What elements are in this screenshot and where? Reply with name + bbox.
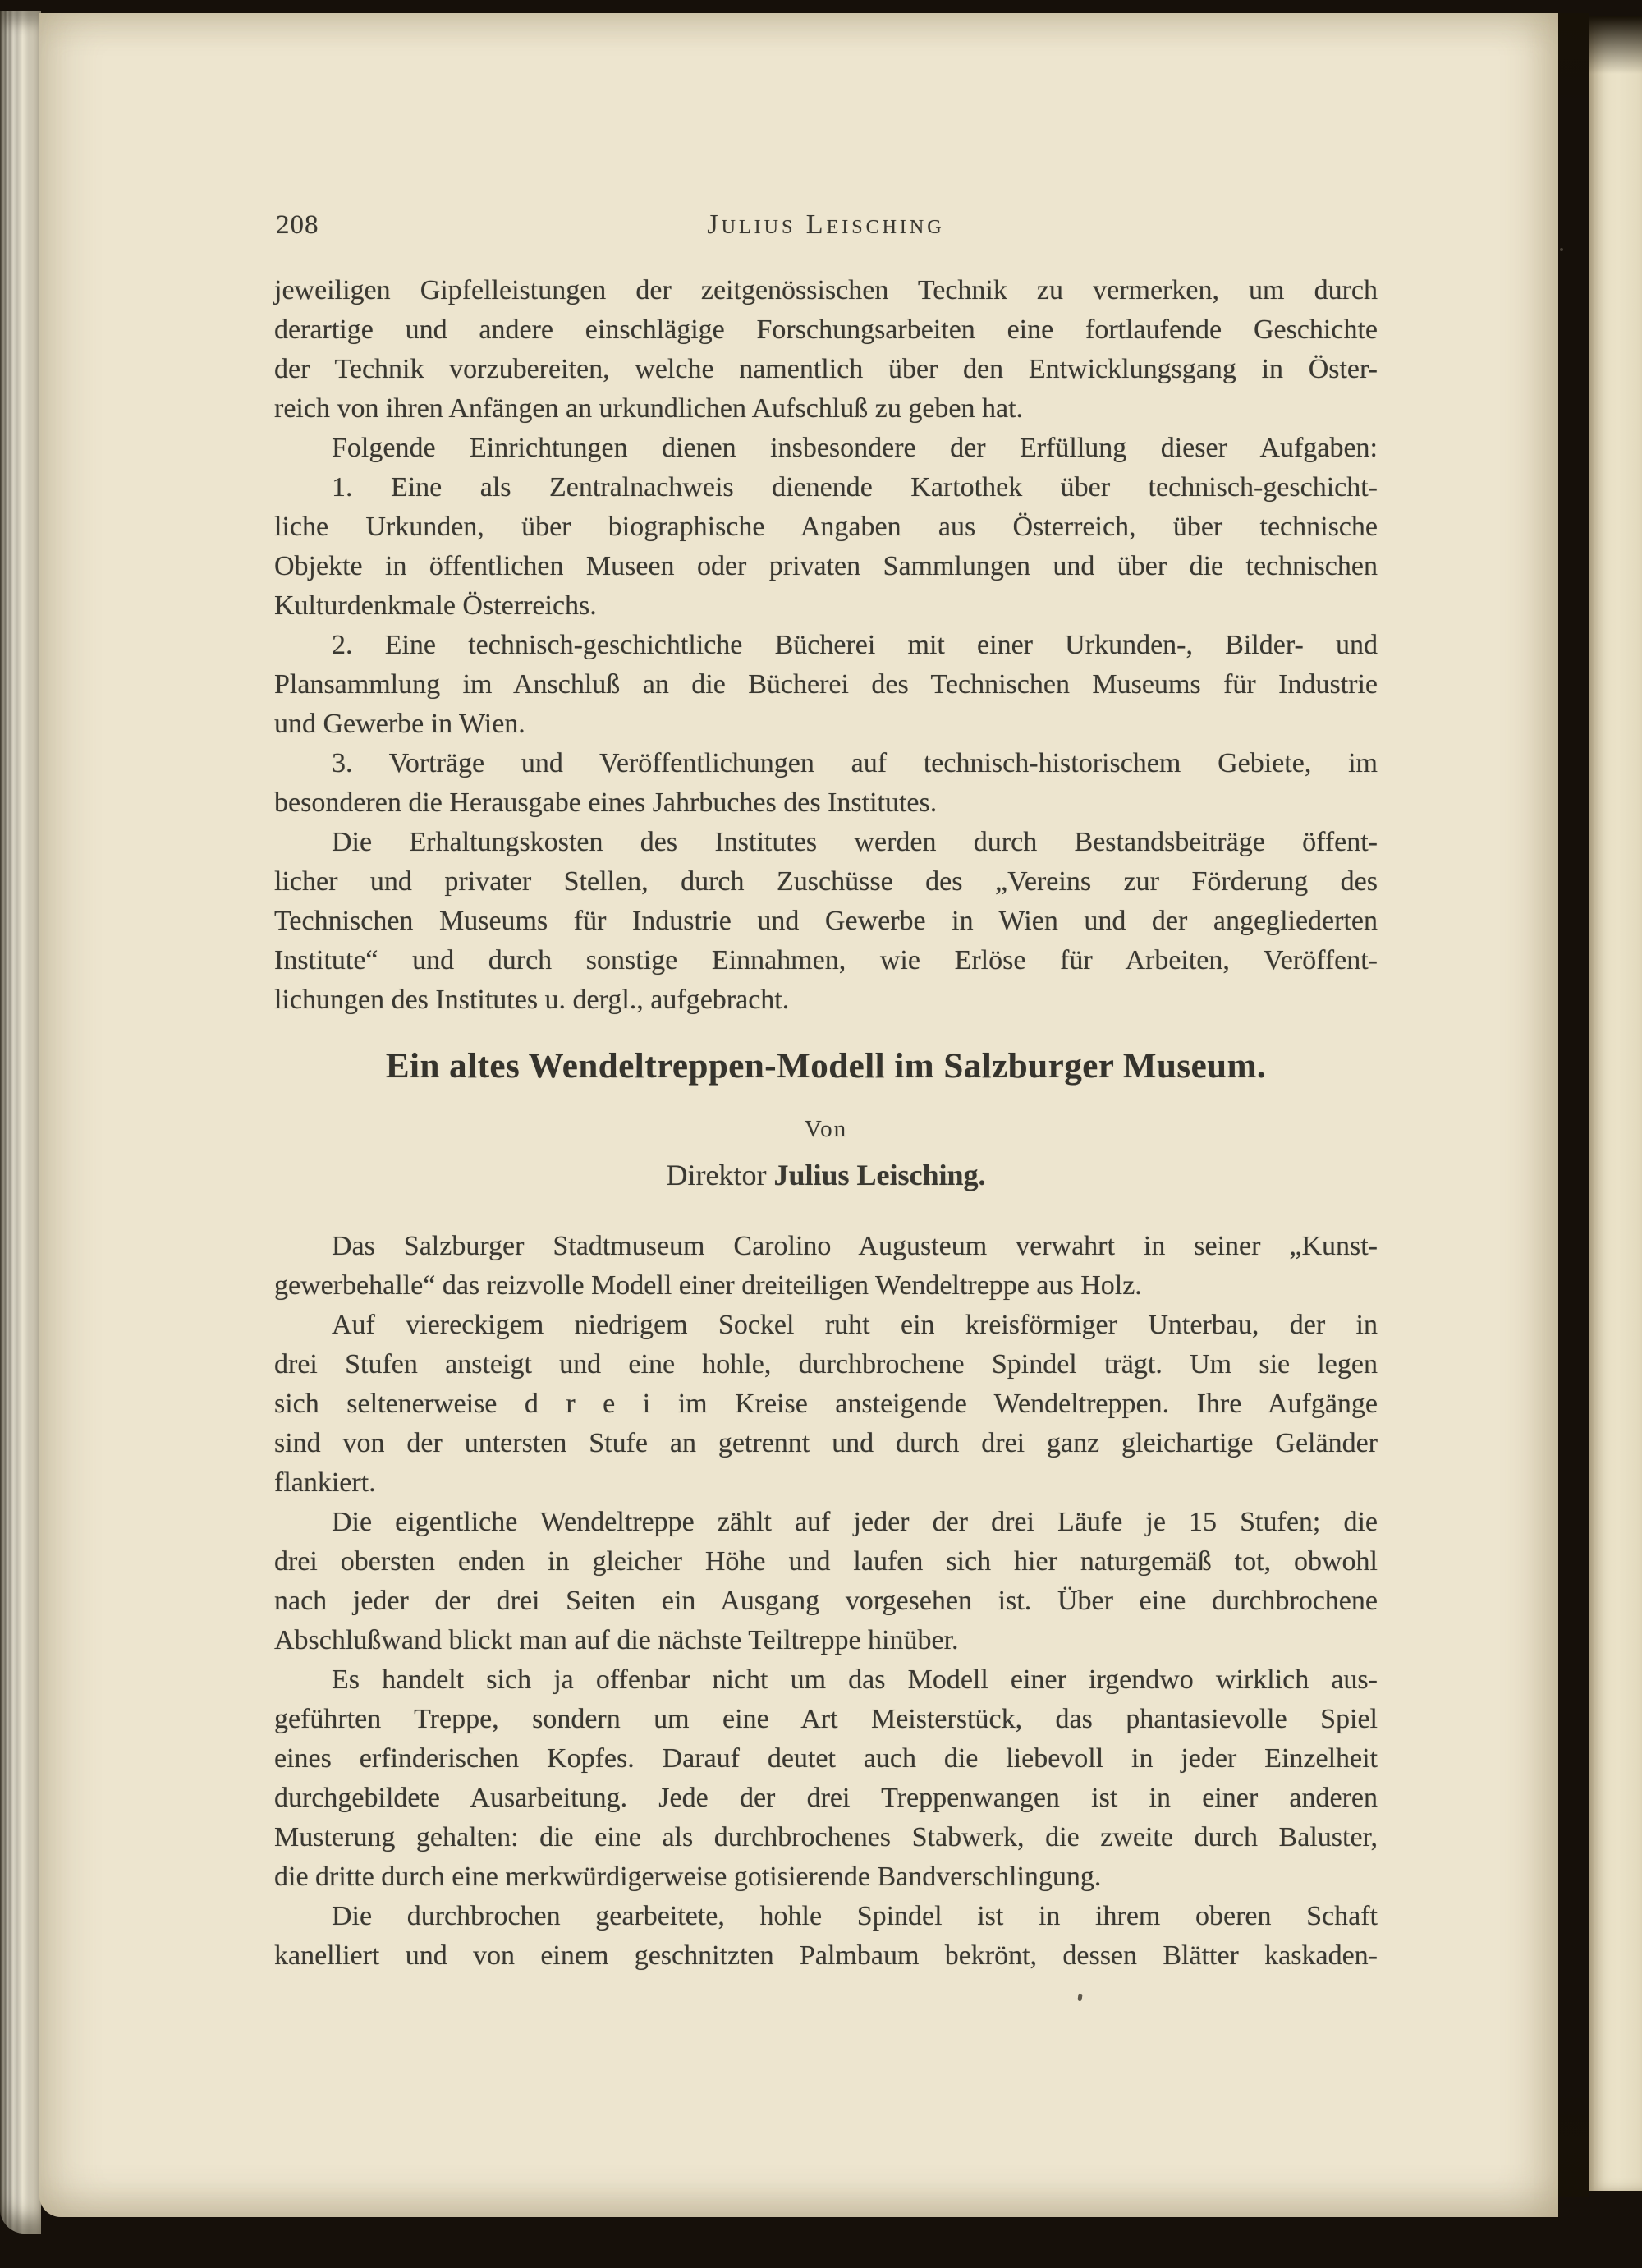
- byline-label: Von: [804, 1116, 848, 1142]
- text-line: 2. Eine technisch-geschichtliche Bücherei mit einer Urkunden-, Bilder- und: [332, 630, 1378, 660]
- text-line: drei Stufen ansteigt und eine hohle, durchbrochene Spindel trägt. Um sie legen: [274, 1349, 1378, 1380]
- text-line: Auf viereckigem niedrigem Sockel ruht ein kreisförmiger Unterbau, der in: [332, 1310, 1378, 1340]
- text-line: der Technik vorzubereiten, welche namentlich über den Entwicklungsgang in Öster-: [274, 354, 1378, 384]
- book-spine-page-edges: [0, 11, 41, 2234]
- page-number: 208: [276, 210, 319, 240]
- paragraph: [274, 1306, 1378, 1503]
- text-line: 3. Vorträge und Veröffentlichungen auf technisch-historischem Gebiete, im: [332, 748, 1378, 778]
- text-line: eines erfinderischen Kopfes. Darauf deutet auch die liebevoll in jeder Einzelheit: [274, 1743, 1378, 1774]
- paragraphs-before-title: [274, 271, 1378, 1020]
- text-line: Institute“ und durch sonstige Einnahmen, wie Erlöse für Arbeiten, Veröffent-: [274, 945, 1378, 976]
- next-page-edge: [1589, 16, 1642, 2191]
- text-line: die dritte durch eine merkwürdigerweise gotisierende Bandverschlingung.: [274, 1862, 1102, 1892]
- text-line: besonderen die Herausgabe eines Jahrbuches des Institutes.: [274, 787, 938, 818]
- text-line: reich von ihren Anfängen an urkundlichen Aufschluß zu geben hat.: [274, 393, 1024, 424]
- paragraph: [274, 468, 1378, 626]
- byline: [274, 1156, 1378, 1194]
- ink-speck: [1077, 1994, 1082, 2002]
- page-content: [274, 207, 1378, 1976]
- text-line: nach jeder der drei Seiten ein Ausgang vorgesehen ist. Über eine durchbrochene: [274, 1586, 1378, 1616]
- paragraph: [274, 626, 1378, 744]
- text-line: kanelliert und von einem geschnitzten Palmbaum bekrönt, dessen Blätter kaskaden-: [274, 1940, 1378, 1971]
- book-page: [39, 13, 1558, 2217]
- text-line: und Gewerbe in Wien.: [274, 709, 525, 739]
- text-line: Die durchbrochen gearbeitete, hohle Spindel ist in ihrem oberen Schaft: [332, 1901, 1378, 1931]
- paragraph: [274, 429, 1378, 468]
- text-line: Objekte in öffentlichen Museen oder privaten Sammlungen und über die technischen: [274, 551, 1378, 581]
- text-line: licher und privater Stellen, durch Zuschüsse des „Vereins zur Förderung des: [274, 866, 1378, 897]
- text-line: Abschlußwand blickt man auf die nächste Teiltreppe hinüber.: [274, 1625, 959, 1655]
- text-line: Technischen Museums für Industrie und Gewerbe in Wien und der angegliederten: [274, 906, 1378, 936]
- text-line: Die Erhaltungskosten des Institutes werden durch Bestandsbeiträge öffent-: [332, 827, 1378, 857]
- byline-name: Julius Leisching.: [773, 1159, 986, 1191]
- text-line: Plansammlung im Anschluß an die Bücherei des Technischen Museums für Industrie: [274, 669, 1378, 700]
- text-line: sich seltenerweise d r e i im Kreise ansteigende Wendeltreppen. Ihre Aufgänge: [274, 1389, 1378, 1419]
- paragraph: [274, 1660, 1378, 1897]
- paragraph: [274, 823, 1378, 1020]
- text-line: Es handelt sich ja offenbar nicht um das Modell einer irgendwo wirklich aus-: [332, 1664, 1378, 1695]
- paragraph: [274, 1227, 1378, 1306]
- text-line: liche Urkunden, über biographische Angaben aus Österreich, über technische: [274, 512, 1378, 542]
- text-line: Folgende Einrichtungen dienen insbesondere der Erfüllung dieser Aufgaben:: [332, 433, 1378, 463]
- running-title: Julius Leisching: [707, 209, 945, 240]
- text-line: Die eigentliche Wendeltreppe zählt auf jeder der drei Läufe je 15 Stufen; die: [332, 1507, 1378, 1537]
- text-line: Das Salzburger Stadtmuseum Carolino Augusteum verwahrt in seiner „Kunst-: [332, 1231, 1378, 1261]
- paragraph: [274, 1503, 1378, 1660]
- text-line: Kulturdenkmale Österreichs.: [274, 590, 597, 621]
- page-head: [274, 207, 1378, 243]
- text-line: durchgebildete Ausarbeitung. Jede der drei Treppenwangen ist in einer anderen: [274, 1783, 1378, 1813]
- byline-prefix: Direktor: [666, 1159, 774, 1191]
- text-line: derartige und andere einschlägige Forschungsarbeiten eine fortlaufende Geschichte: [274, 314, 1378, 345]
- paragraphs-after-title: [274, 1227, 1378, 1976]
- text-line: flankiert.: [274, 1467, 376, 1498]
- text-line: gewerbehalle“ das reizvolle Modell einer dreiteiligen Wendeltreppe aus Holz.: [274, 1270, 1142, 1301]
- paragraph: [274, 271, 1378, 429]
- text-line: 1. Eine als Zentralnachweis dienende Kartothek über technisch-geschicht-: [332, 472, 1378, 503]
- paragraph: [274, 744, 1378, 823]
- text-line: drei obersten enden in gleicher Höhe und laufen sich hier naturgemäß tot, obwohl: [274, 1546, 1378, 1577]
- paragraph: [274, 1897, 1378, 1976]
- text-line: lichungen des Institutes u. dergl., aufgebracht.: [274, 985, 790, 1015]
- text-line: jeweiligen Gipfelleistungen der zeitgenössischen Technik zu vermerken, um durch: [274, 275, 1378, 305]
- text-line: Musterung gehalten: die eine als durchbrochenes Stabwerk, die zweite durch Baluster,: [274, 1822, 1378, 1853]
- text-line: geführten Treppe, sondern um eine Art Meisterstück, das phantasievolle Spiel: [274, 1704, 1378, 1734]
- article-title: Ein altes Wendeltreppen-Modell im Salzburger Museum.: [385, 1047, 1267, 1086]
- gutter-shadow: [1558, 13, 1589, 2197]
- text-line: sind von der untersten Stufe an getrennt und durch drei ganz gleichartige Geländer: [274, 1428, 1378, 1458]
